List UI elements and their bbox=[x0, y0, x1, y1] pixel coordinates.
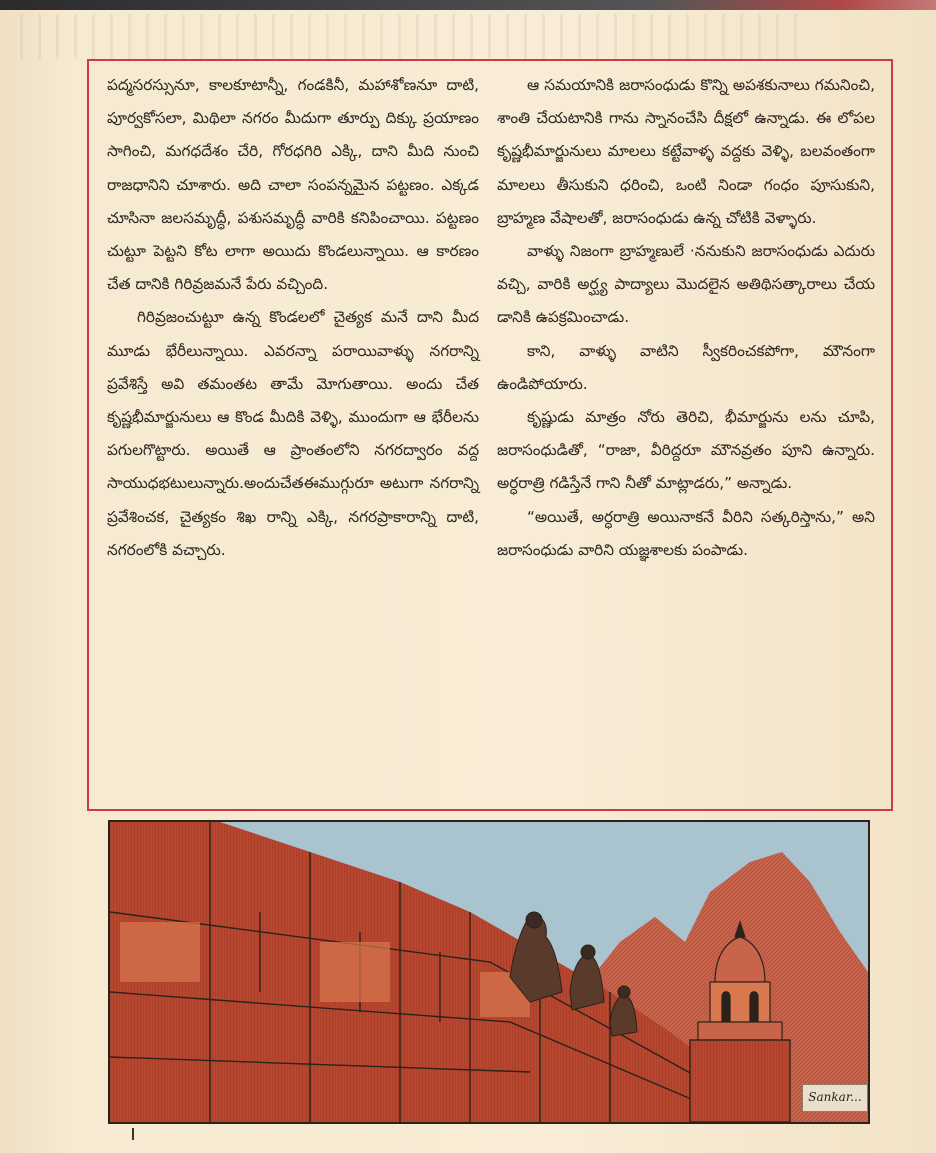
story-text-frame bbox=[87, 59, 893, 811]
city-wall-illustration bbox=[108, 820, 870, 1124]
right-paragraph-1: ఆ సమయానికి జరాసంధుడు కొన్ని అపశకునాలు గమనించి, శాంతి చేయటానికి గాను స్నానంచేసి దీక్షలో ఉన్నాడు. ఈ లోపల కృష్ణభీమార్జునులు మాలలు కట్టేవాళ్ళ వద్దకు వెళ్ళి, బలవంతంగా మాలలు తీసుకుని ధరించి, ఒంటి నిండా గంధం పూసుకుని, బ్రాహ్మణ వేషాలతో, జరాసంధుడు ఉన్న చోటికి వెళ్ళారు. bbox=[497, 76, 875, 227]
illustration-drawing bbox=[110, 822, 868, 1122]
page-top-edge bbox=[0, 0, 936, 10]
right-paragraph-4: కృష్ణుడు మాత్రం నోరు తెరిచి, భీమార్జును లను చూపి, జరాసంధుడితో, “రాజా, వీరిద్దరూ మౌనవ్రతం పూని ఉన్నారు. అర్ధరాత్రి గడిస్తేనే గాని నీతో మాట్లాడరు,” అన్నాడు. bbox=[497, 408, 875, 493]
right-column bbox=[497, 69, 875, 567]
show-through-texture bbox=[20, 14, 800, 59]
left-column bbox=[107, 69, 479, 567]
right-paragraph-3: కాని, వాళ్ళు వాటిని స్వీకరించకపోగా, మౌనంగా ఉండిపోయారు. bbox=[497, 341, 875, 393]
left-paragraph-1: పద్మసరస్సునూ, కాలకూటాన్నీ, గండకినీ, మహాశోణనూ దాటి, పూర్వకోసలా, మిథిలా నగరం మీదుగా తూర్పు దిక్కు ప్రయాణం సాగించి, మగధదేశం చేరి, గోరధగిరి ఎక్కి, దాని మీది నుంచి రాజధానిని చూశారు. అది చాలా సంపన్నమైన పట్టణం. ఎక్కడ చూసినా జలసమృద్ధీ, పశుసమృద్ధీ వారికి కనిపించాయి. పట్టణం చుట్టూ పెట్టని కోట లాగా అయిదు కొండలున్నాయి. ఆ కారణం చేత దానికి గిరివ్రజమనే పేరు వచ్చింది. bbox=[107, 76, 479, 294]
artist-signature: Sankar... bbox=[802, 1084, 868, 1112]
left-paragraph-2: గిరివ్రజంచుట్టూ ఉన్న కొండలలో చైత్యక మనే దాని మీద మూడు భేరీలున్నాయి. ఎవరన్నా పరాయివాళ్ళు నగరాన్ని ప్రవేశిస్తే అవి తమంతట తామే మోగుతాయి. అందు చేత కృష్ణభీమార్జునులు ఆ కొండ మీదికి వెళ్ళి, ముందుగా ఆ భేరీలను పగులగొట్టారు. అయితే ఆ ప్రాంతంలోని నగరద్వారం వద్ద సాయుధభటులున్నారు.అందుచేతఈముగ్గురూ అటుగా నగరాన్ని ప్రవేశించక, చైత్యకం శిఖ రాన్ని ఎక్కి, నగరప్రాకారాన్ని దాటి, నగరంలోకి వచ్చారు. bbox=[107, 308, 479, 559]
right-paragraph-5: “అయితే, అర్ధరాత్రి అయినాకనే వీరిని సత్కరిస్తాను,” అని జరాసంధుడు వారిని యజ్ఞశాలకు పంపాడు. bbox=[497, 507, 875, 559]
right-paragraph-2: వాళ్ళు నిజంగా బ్రాహ్మణులే ·ననుకుని జరాసంధుడు ఎదురు వచ్చి, వారికి అర్ఘ్య పాద్యాలు మొదలైన అతిథిసత్కారాలు చేయ డానికి ఉపక్రమించాడు. bbox=[497, 242, 875, 327]
page-mark bbox=[132, 1128, 134, 1140]
